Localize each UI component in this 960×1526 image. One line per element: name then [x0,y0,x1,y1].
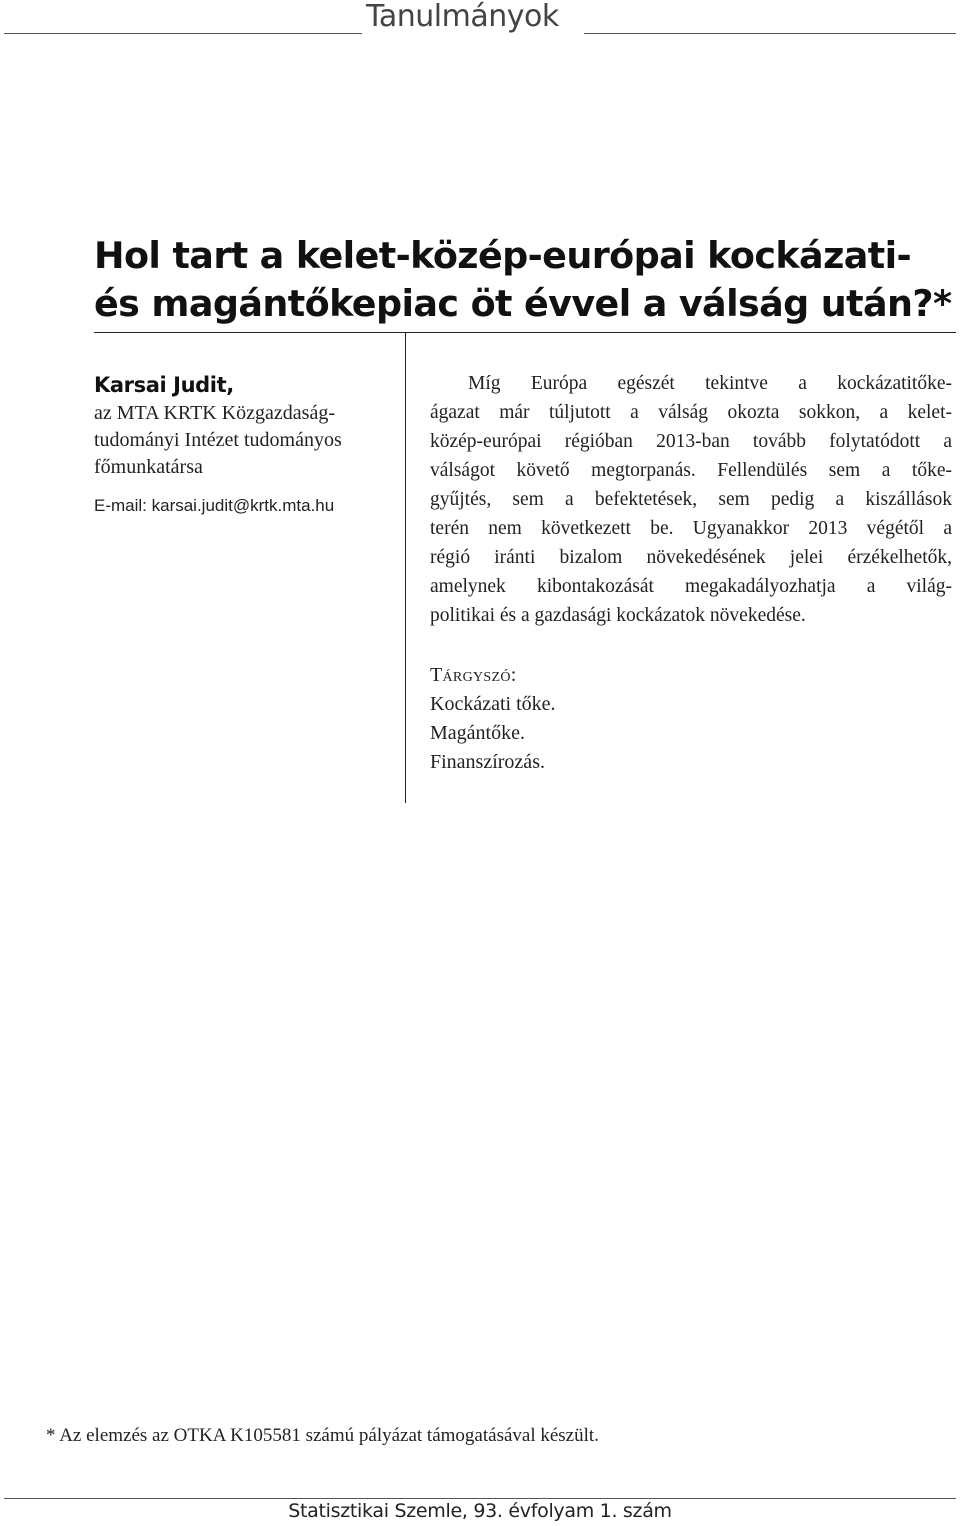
keywords-block [430,661,830,777]
article-title [94,232,954,328]
affiliation-line: az MTA KRTK Közgazdaság- [94,402,336,424]
abstract-line: terén nem következett be. Ugyanakkor 2013 végétől a [430,518,952,539]
keyword-item: Kockázati tőke. [430,693,556,715]
author-block [94,370,394,516]
abstract-line: válságot követő megtorpanás. Fellendülés sem a tőke- [430,460,952,481]
keyword-item: Magántőke. [430,722,525,744]
footnote: * Az elemzés az OTKA K105581 számú pályázat támogatásával készült. [46,1425,599,1446]
footer-rule [4,1498,956,1499]
abstract-line: amelynek kibontakozását megakadályozhatja a világ- [430,576,952,597]
section-header [0,0,960,40]
abstract-line: politikai és a gazdasági kockázatok növekedése. [430,605,806,626]
affiliation-line: tudományi Intézet tudományos [94,429,342,451]
title-rule [94,332,956,333]
abstract-line: régió iránti bizalom növekedésének jelei érzékelhetők, [430,547,952,568]
keywords-label: Tárgyszó: [430,664,517,686]
author-name: Karsai Judit, [94,373,234,397]
abstract-line: ágazat már túljutott a válság okozta sokkon, a kelet- [430,402,952,423]
keyword-item: Finanszírozás. [430,751,545,773]
title-line: Hol tart a kelet-közép-európai kockázati- [94,234,912,277]
author-email: E-mail: karsai.judit@krtk.mta.hu [94,496,335,515]
title-line: és magántőkepiac öt évvel a válság után?* [94,282,952,325]
section-label: Tanulmányok [366,0,559,34]
affiliation-line: főmunkatársa [94,456,203,478]
abstract-line: Míg Európa egészét tekintve a kockázatitőke- [468,373,952,394]
column-divider [405,333,406,803]
abstract [430,369,952,630]
journal-footer: Statisztikai Szemle, 93. évfolyam 1. szám [288,1500,672,1522]
header-rule-left [4,33,362,34]
abstract-line: gyűjtés, sem a befektetések, sem pedig a kiszállások [430,489,952,510]
abstract-line: közép-európai régióban 2013-ban tovább folytatódott a [430,431,952,452]
header-rule-right [584,33,956,34]
author-affiliation [94,400,394,481]
